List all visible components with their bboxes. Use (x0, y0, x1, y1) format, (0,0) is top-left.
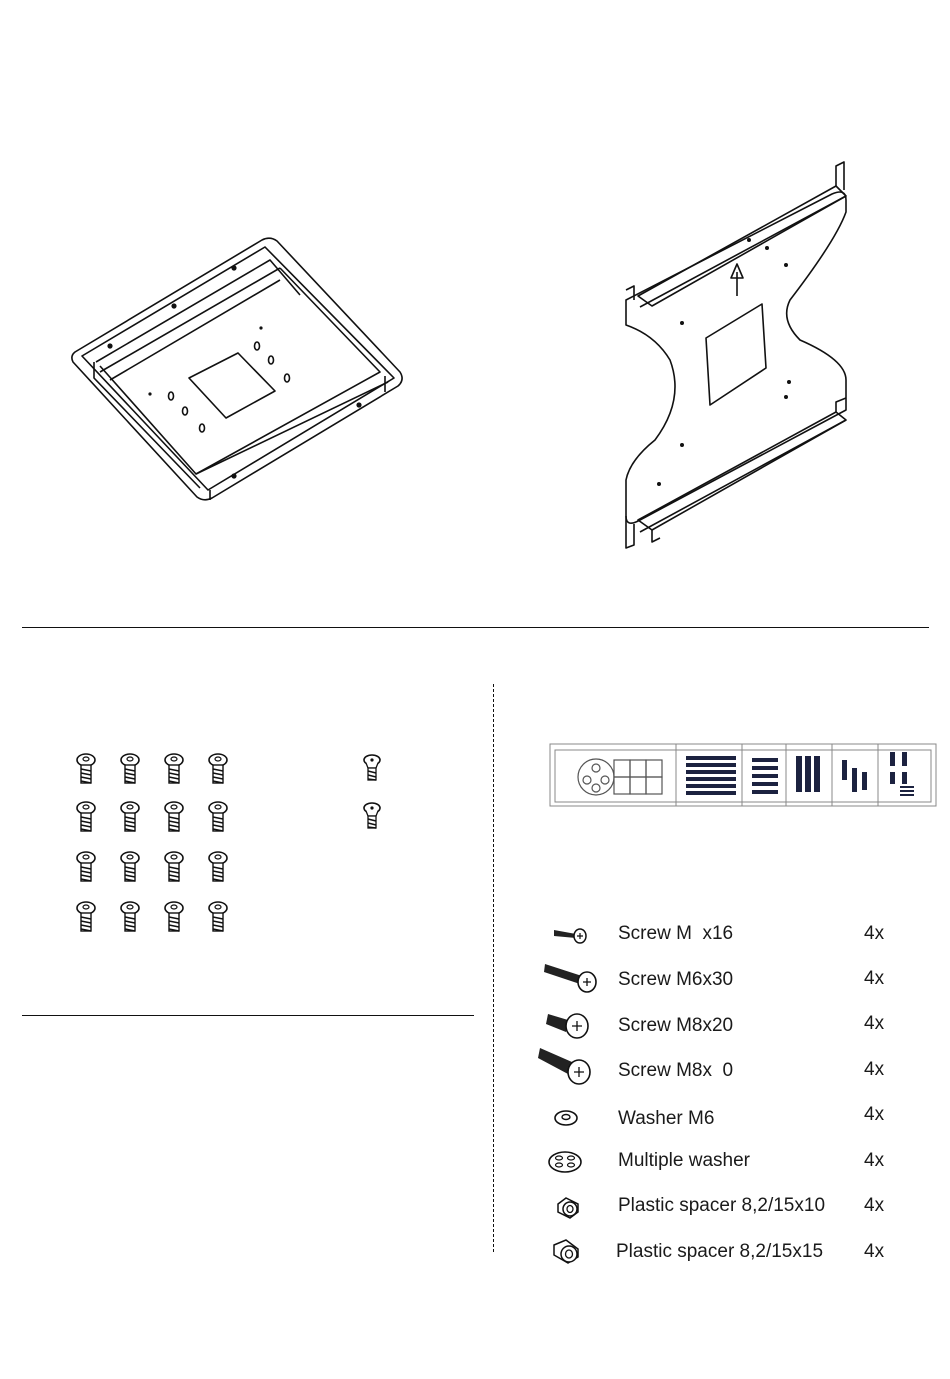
short-spacer-icon (554, 1194, 584, 1222)
part-qty: 4x (864, 1104, 885, 1125)
part-name: Plastic spacer 8,2/15x10 (618, 1195, 826, 1216)
long-bolt-icon (536, 1044, 596, 1088)
part-name: Multiple washer (618, 1150, 750, 1171)
part-name: Screw M8x 0 (618, 1060, 734, 1081)
part-qty: 4x (864, 968, 885, 989)
part-name: Screw M x16 (618, 923, 734, 944)
washer-icon (552, 1106, 582, 1128)
part-qty: 4x (864, 1195, 885, 1216)
part-name: Plastic spacer 8,2/15x15 (616, 1241, 824, 1262)
part-qty: 4x (864, 1013, 885, 1034)
small-screw-icon (552, 924, 592, 944)
part-name: Washer M6 (618, 1108, 715, 1129)
long-spacer-icon (550, 1237, 584, 1267)
long-screw-icon (542, 960, 602, 994)
part-name: Screw M8x20 (618, 1015, 734, 1036)
multiple-washer-icon (546, 1148, 586, 1176)
part-qty: 4x (864, 1150, 885, 1171)
part-qty: 4x (864, 923, 885, 944)
short-bolt-icon (544, 1008, 594, 1042)
part-qty: 4x (864, 1241, 885, 1262)
part-qty: 4x (864, 1059, 885, 1080)
part-name: Screw M6x30 (618, 969, 734, 990)
